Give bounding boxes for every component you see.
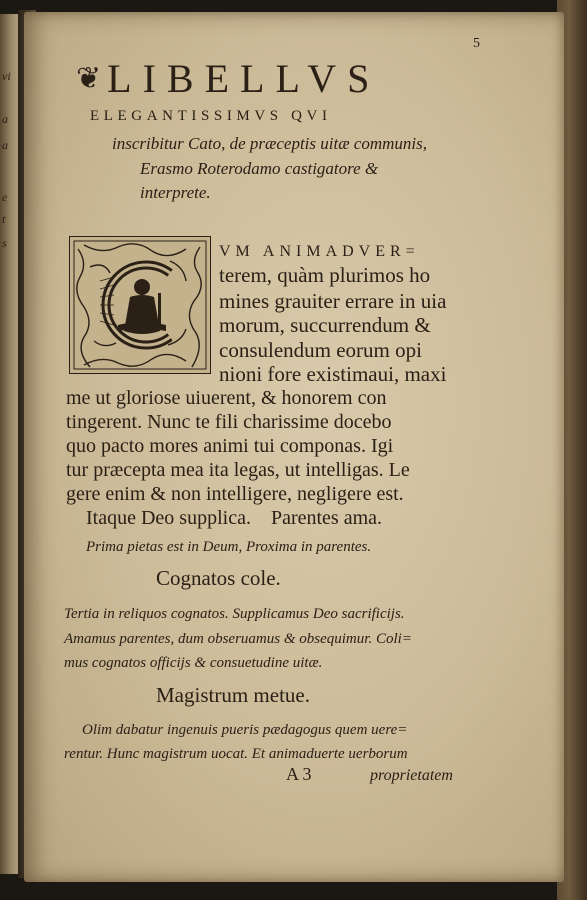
commentary-line: rentur. Hunc magistrum uocat. Et animaduerte uerborum — [64, 746, 408, 762]
commentary-line: mus cognatos officijs & consuetudine uitæ. — [64, 655, 323, 671]
section-heading: Magistrum metue. — [156, 683, 310, 707]
fleuron-ornament: ❦ — [76, 62, 102, 95]
page-number: 5 — [473, 36, 480, 51]
margin-glyph: vi — [2, 69, 11, 83]
body-line: nioni fore existimaui, maxi — [219, 362, 447, 386]
body-line: me ut gloriose uiuerent, & honorem con — [66, 387, 387, 409]
facing-page-edge — [0, 14, 20, 874]
commentary-line: Olim dabatur ingenuis pueris pædagogus quem uere= — [82, 722, 408, 738]
margin-glyph: e — [2, 190, 8, 204]
subtitle-line: Erasmo Roterodamo castigatore & — [140, 159, 379, 178]
body-line: tur præcepta mea ita legas, ut intelligas. Le — [66, 459, 410, 481]
body-line: mines grauiter errare in uia — [219, 289, 447, 313]
margin-glyph: s — [2, 236, 7, 250]
body-line: terem, quàm plurimos ho — [219, 263, 431, 287]
title-line-2: ELEGANTISSIMVS QVI — [90, 108, 332, 124]
commentary-line: Tertia in reliquos cognatos. Supplicamus Deo sacrificijs. — [64, 606, 405, 622]
subtitle-line: interprete. — [140, 183, 211, 202]
margin-glyph: a — [2, 138, 8, 152]
section-heading: Cognatos cole. — [156, 566, 281, 590]
title-line-1 — [76, 56, 496, 102]
margin-glyph: t — [2, 212, 6, 226]
subtitle-line: inscribitur Cato, de præceptis uitæ communis, — [112, 134, 427, 153]
catchword: proprietatem — [370, 767, 453, 784]
woodcut-initial-illustration — [70, 237, 210, 373]
commentary-line: Prima pietas est in Deum, Proxima in parentes. — [86, 539, 372, 555]
body-line: consulendum eorum opi — [219, 338, 422, 362]
body-line: gere enim & non intelligere, negligere est. — [66, 483, 404, 505]
body-line: tingerent. Nunc te fili charissime docebo — [66, 411, 392, 433]
commentary-line: Amamus parentes, dum obseruamus & obsequimur. Coli= — [64, 631, 412, 647]
title-text: LIBELLVS — [107, 56, 381, 101]
margin-glyph: a — [2, 112, 8, 126]
body-line: VM ANIMADVER= — [219, 243, 420, 260]
signature-mark: A 3 — [286, 764, 312, 784]
body-line: morum, succurrendum & — [219, 313, 431, 337]
body-line: quo pacto mores animi tui componas. Igi — [66, 435, 394, 457]
body-line: Itaque Deo supplica. Parentes ama. — [86, 507, 383, 529]
woodcut-initial — [69, 236, 211, 374]
